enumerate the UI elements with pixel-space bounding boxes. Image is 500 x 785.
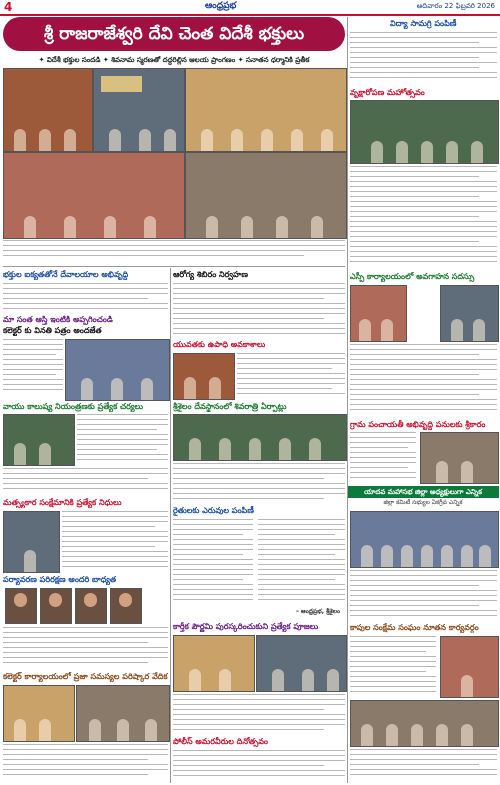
article-body — [173, 283, 345, 338]
lead-photo — [185, 68, 347, 152]
headline-fishermen-welfare: మత్స్యకార సంక్షేమానికి ప్రత్యేక నిధులు — [3, 498, 122, 507]
article-body — [350, 32, 497, 82]
lead-headline: శ్రీ రాజరాజేశ్వరి దేవి చెంత విదేశీ భక్తులు — [3, 17, 345, 51]
headline-health-camp: ఆరోగ్య శిబిరం నిర్వహణ — [173, 270, 248, 279]
article-body — [3, 627, 168, 667]
portrait-photo — [40, 588, 72, 624]
article-body — [258, 519, 345, 604]
headline-property-return: మా సంత ఆస్తి ఇంటికి అప్పగించండి — [3, 315, 113, 324]
headline-karthika-pooja: కార్తీక పౌర్ణమి పురస్కరించుకుని ప్రత్యేక పూజలు — [173, 622, 319, 631]
lead-photo — [93, 68, 185, 152]
lead-photo — [185, 152, 347, 239]
news-photo — [256, 635, 347, 692]
news-photo — [3, 685, 75, 742]
issue-date: ఆదివారం 22 ఫిబ్రవరి 2026 — [416, 2, 495, 10]
portrait-photo — [5, 588, 37, 624]
portrait-photo — [110, 588, 142, 624]
article-body — [3, 468, 168, 496]
headline-education-kits: విద్యా సామగ్రి పంపిణీ — [390, 19, 457, 28]
newspaper-name: ఆంధ్రప్రభ — [205, 1, 237, 11]
article-body — [350, 749, 497, 782]
article-body — [350, 570, 497, 620]
article-body — [3, 283, 168, 313]
article-body — [3, 339, 63, 399]
news-photo — [350, 285, 407, 342]
news-photo — [350, 700, 499, 747]
news-photo — [350, 511, 499, 568]
article-body — [62, 511, 168, 571]
article-credit: – ఆంధ్రప్రభ, శ్రీశైలం — [295, 608, 340, 615]
article-body — [350, 166, 497, 266]
subheadline-collector-petition: కలెక్టర్ కు వినతి పత్రం అందజేత — [3, 326, 102, 335]
section-banner: యాదవ మహాసభ జిల్లా అధ్యక్షులుగా ఎన్నిక — [347, 486, 499, 498]
lead-photo — [3, 152, 185, 239]
lead-article-body — [3, 240, 345, 265]
news-photo — [3, 414, 75, 466]
news-photo — [173, 635, 255, 692]
news-photo — [3, 511, 60, 573]
article-body — [3, 744, 168, 782]
article-body — [173, 694, 345, 734]
article-body — [77, 414, 168, 464]
article-body — [237, 353, 345, 398]
headline-fertilizer-distribution: రైతులకు ఎరువుల పంపిణీ — [173, 506, 254, 515]
headline-sp-awareness: ఎస్పీ కార్యాలయంలో అవగాహన సదస్సు — [350, 272, 475, 281]
news-photo — [173, 353, 235, 400]
headline-panchayat-works: గ్రామ పంచాయతీ అభివృద్ధి పనులకు శ్రీకారం — [350, 420, 486, 429]
news-photo — [440, 636, 499, 698]
headline-kapu-committee: కాపుల సంక్షేమ సంఘం నూతన కార్యవర్గం — [350, 623, 479, 632]
article-body — [350, 432, 416, 482]
headline-youth-employment: యువతకు ఉపాధి అవకాశాలు — [173, 340, 266, 349]
page-number: 4 — [4, 0, 13, 14]
news-photo — [76, 685, 170, 742]
lead-subheadline: ✦ విదేశీ భక్తుల సందడి ✦ శివనామ స్మరణతో దద్దరిల్లిన ఆలయ ప్రాంగణం ✦ సనాతన ధర్మానికి ప్రతీక — [38, 56, 310, 64]
article-body — [173, 463, 345, 503]
page-header — [0, 0, 500, 16]
news-photo — [420, 432, 499, 484]
article-body — [350, 636, 436, 696]
article-body — [350, 344, 497, 414]
lead-photo — [3, 68, 93, 152]
headline-air-pollution: వాయు కాలుష్య నియంత్రణకు ప్రత్యేక చర్యలు — [3, 402, 143, 411]
headline-plantation: వృక్షారోపణ మహోత్సవం — [350, 88, 425, 97]
headline-environment: పర్యావరణ పరిరక్షణ అందరి బాధ్యత — [3, 575, 117, 584]
article-body — [173, 519, 253, 604]
section-subheadline: జిల్లా కమిటీ సభ్యుల ఏకగ్రీవ ఎన్నిక — [383, 499, 463, 506]
headline-devotees-unity: భక్తుల ఐక్యతతోనే దేవాలయాల అభివృద్ధి — [3, 270, 129, 279]
headline-police-martyrs: పోలీస్ అమరవీరుల దినోత్సవం — [173, 737, 268, 746]
portrait-photo — [75, 588, 107, 624]
article-body — [173, 750, 345, 782]
news-photo — [350, 100, 499, 164]
news-photo — [440, 285, 499, 342]
news-photo — [173, 414, 347, 461]
news-photo — [65, 339, 170, 401]
headline-srisailam-arrangements: శ్రీశైలం దేవస్థానంలో శివరాత్రి ఏర్పాట్లు — [173, 402, 287, 411]
headline-grievance-day: కలెక్టర్ కార్యాలయంలో ప్రజా సమస్యల పరిష్కార వేదిక — [3, 672, 168, 681]
